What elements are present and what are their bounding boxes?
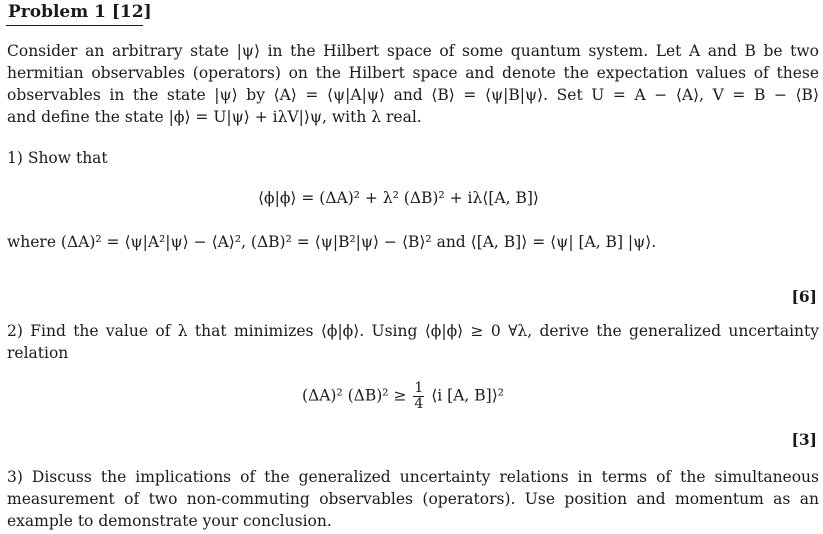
part3-line: measurement of two non-commuting observables (operators). Use position and momentum as an — [7, 490, 819, 508]
equation-right: ⟨i [A, B]⟩² — [431, 386, 504, 405]
fraction-numerator: 1 — [414, 380, 424, 396]
part2-equation — [302, 381, 504, 412]
part1-equation: ⟨ϕ|ϕ⟩ = (ΔA)² + λ² (ΔB)² + iλ⟨[A, B]⟩ — [258, 189, 539, 207]
part3-line: example to demonstrate your conclusion. — [7, 512, 332, 530]
intro-line: observables in the state |ψ⟩ by ⟨A⟩ = ⟨ψ|A|ψ⟩ and ⟨B⟩ = ⟨ψ|B|ψ⟩. Set U = A − ⟨A⟩, V = B − ⟨B⟩ — [7, 86, 819, 104]
where-line: where (ΔA)² = ⟨ψ|A²|ψ⟩ − ⟨A⟩², (ΔB)² = ⟨ψ|B²|ψ⟩ − ⟨B⟩² and ⟨[A, B]⟩ = ⟨ψ| [A, B] |ψ⟩. — [7, 233, 657, 251]
part3-text — [7, 466, 819, 532]
intro-line: hermitian observables (operators) on the Hilbert space and denote the expectation values of these — [7, 64, 819, 82]
part3-line: 3) Discuss the implications of the generalized uncertainty relations in terms of the simultaneous — [7, 468, 819, 486]
part2-line: relation — [7, 344, 69, 362]
part2-text — [7, 320, 819, 364]
part1-heading: 1) Show that — [7, 149, 108, 167]
intro-line: and define the state |ϕ⟩ = U|ψ⟩ + iλV|⟩ψ, with λ real. — [7, 108, 422, 126]
part2-line: 2) Find the value of λ that minimizes ⟨ϕ|ϕ⟩. Using ⟨ϕ|ϕ⟩ ≥ 0 ∀λ, derive the generalized uncertainty — [7, 322, 819, 340]
equation-left: (ΔA)² (ΔB)² ≥ — [302, 386, 407, 405]
intro-paragraph — [7, 40, 819, 128]
part2-marks: [3] — [791, 430, 817, 449]
fraction-denominator: 4 — [414, 396, 424, 412]
one-quarter-fraction — [413, 381, 424, 412]
title-underline — [6, 25, 143, 26]
part1-definitions — [7, 231, 819, 253]
part1-marks: [6] — [791, 287, 817, 306]
problem-title: Problem 1 [12] — [8, 2, 152, 22]
intro-line: Consider an arbitrary state |ψ⟩ in the Hilbert space of some quantum system. Let A and B be two — [7, 42, 819, 60]
